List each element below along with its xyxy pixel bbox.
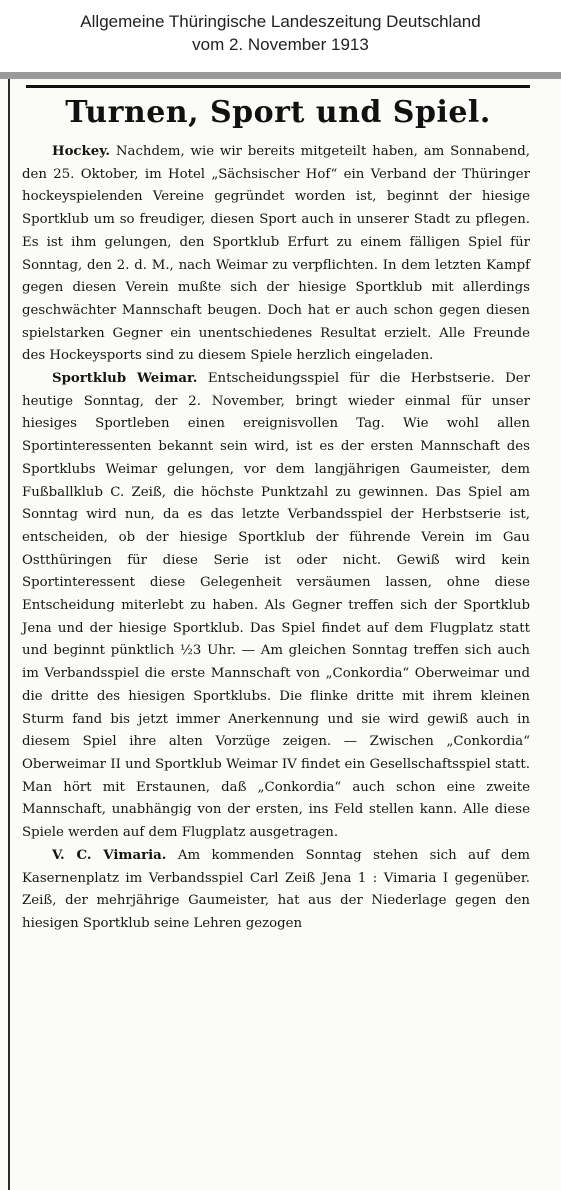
- section-top-rule: [26, 85, 530, 88]
- caption-newspaper-title: Allgemeine Thüringische Landeszeitung Deutschland: [80, 12, 481, 31]
- paragraph-lead: V. C. Vimaria.: [52, 847, 167, 863]
- newspaper-scan: [0, 79, 561, 1190]
- paragraph-lead: Sportklub Weimar.: [52, 371, 198, 387]
- column-rule: [8, 79, 10, 1190]
- article-paragraph-sportklub: [22, 368, 530, 845]
- article-paragraph-hockey: [22, 141, 530, 368]
- paragraph-text: Entscheidungsspiel für die Herbstserie. Der heutige Sonntag, der 2. November, bringt wieder einmal für unser hiesiges Sportleben einen ereignisvollen Tag. Wie wohl allen Sportinteressenten bekannt sein wird, ist es der ersten Mannschaft des Sportklubs Weimar gelungen, vor dem langjährigen Gaumeister, dem Fußballklub C. Zeiß, die höchste Punktzahl zu gewinnen. Das Spiel am Sonntag wird nun, da es das letzte Verbandsspiel der Herbstserie ist, entscheiden, ob der hiesige Sportklub der führende Verein im Gau Ostthüringen für diese Serie ist oder nicht. Gewiß wird kein Sportinteressent diese Gelegenheit versäumen lassen, ohne diese Entscheidung miterlebt zu haben. Als Gegner treffen sich der Sportklub Jena und der hiesige Sportklub. Das Spiel findet auf dem Flugplatz statt und beginnt pünktlich ½3 Uhr. — Am gleichen Sonntag treffen sich auch im Verbandsspiel die erste Mannschaft von „Conkordia“ Oberweimar und die dritte des hiesigen Sportklubs. Die flinke dritte mit ihrem kleinen Sturm fand bis jetzt immer Anerkennung und sie wird gewiß auch in diesem Spiel ihre alten Vorzüge zeigen. — Zwischen „Conkordia“ Oberweimar II und Sportklub Weimar IV findet ein Gesellschaftsspiel statt. Man hört mit Erstaunen, daß „Conkordia“ auch schon eine zweite Mannschaft, unabhängig von der ersten, ins Feld stellen kann. Alle diese Spiele werden auf dem Flugplatz ausgetragen.: [22, 371, 530, 841]
- caption-divider: [0, 72, 561, 79]
- caption-date: vom 2. November 1913: [192, 35, 369, 54]
- section-headline: Turnen, Sport und Spiel.: [65, 95, 491, 130]
- paragraph-text: Am kommenden Sonntag stehen sich auf dem Kasernenplatz im Verbandsspiel Carl Zeiß Jena 1 : Vimaria I gegenüber. Zeiß, der mehrjährige Gaumeister, hat aus der Niederlage gegen den hiesigen Sportklub seine Lehren gezogen: [22, 847, 530, 931]
- paragraph-text: Nachdem, wie wir bereits mitgeteilt haben, am Sonnabend, den 25. Oktober, im Hotel „Sächsischer Hof“ ein Verband der Thüringer hockeyspielenden Vereine gegründet worden ist, beginnt der hiesige Sportklub um so freudiger, diesen Sport auch in unserer Stadt zu pflegen. Es ist ihm gelungen, den Sportklub Erfurt zu einem fälligen Spiel für Sonntag, den 2. d. M., nach Weimar zu verpflichten. In dem letzten Kampf gegen diesen Verein mußte sich der hiesige Sportklub mit allerdings geschwächter Mannschaft beugen. Doch hat er auch schon gegen diesen spielstarken Gegner ein unentschiedenes Resultat erzielt. Alle Freunde des Hockeysports sind zu diesem Spiele herzlich eingeladen.: [22, 144, 530, 364]
- paragraph-lead: Hockey.: [52, 144, 111, 159]
- image-caption: [0, 10, 561, 56]
- article-paragraph-vimaria: [22, 845, 530, 936]
- article-body: [22, 141, 530, 936]
